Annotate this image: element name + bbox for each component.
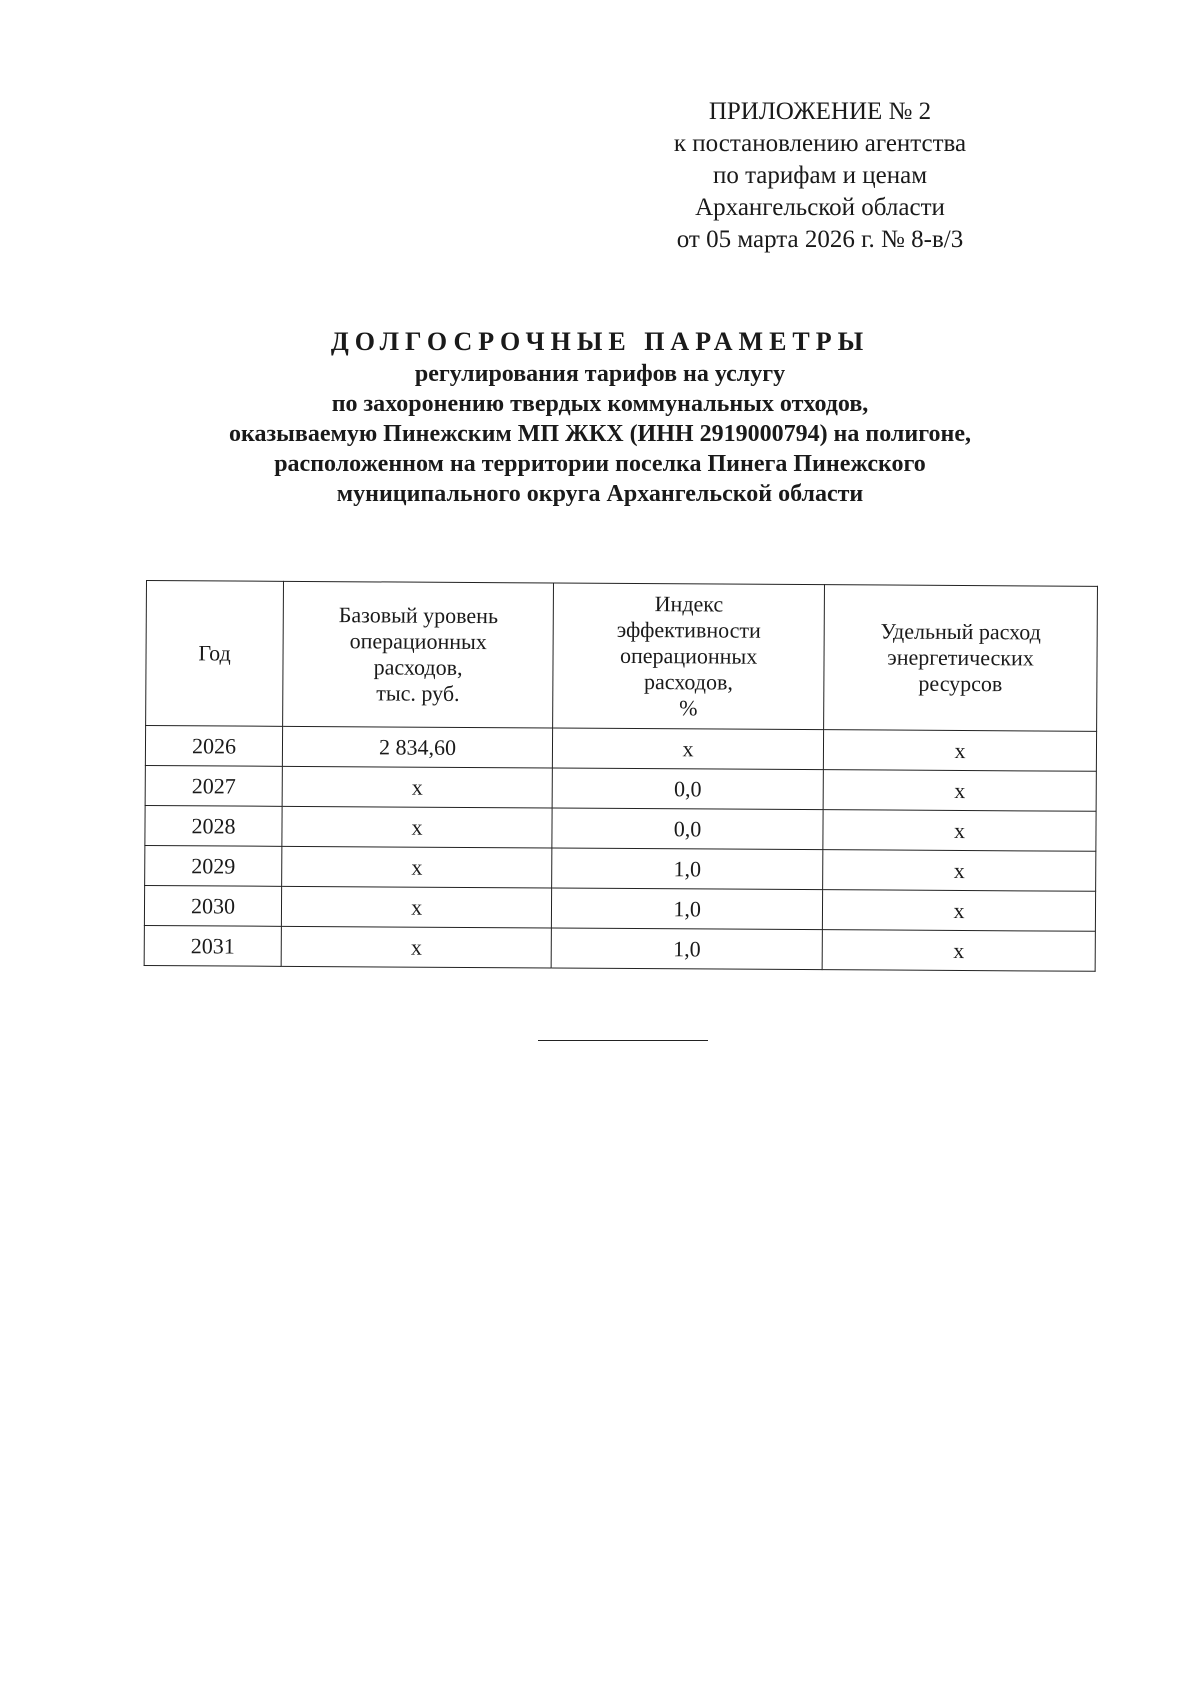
appendix-line: к постановлению агентства — [673, 130, 967, 157]
cell-efficiency-index: х — [553, 728, 824, 770]
appendix-number: ПРИЛОЖЕНИЕ № 2 — [708, 98, 932, 125]
title-line: муниципального округа Архангельской области — [336, 481, 864, 507]
header-energy-consumption — [824, 585, 1098, 732]
parameters-table — [144, 580, 1098, 972]
header-line: эффективности — [616, 616, 761, 643]
header-line: % — [679, 695, 698, 721]
cell-year: 2028 — [145, 805, 282, 846]
table-row — [145, 845, 1096, 891]
header-line: операционных — [349, 628, 487, 655]
document-title — [100, 325, 1100, 509]
header-line: ресурсов — [918, 670, 1003, 697]
header-line: Базовый уровень — [338, 602, 499, 629]
header-line: расходов, — [643, 669, 733, 695]
cell-base-level: 2 834,60 — [282, 726, 552, 768]
cell-year: 2030 — [144, 885, 281, 926]
cell-base-level: х — [281, 926, 551, 968]
table-header-row — [146, 581, 1098, 732]
appendix-line: Архангельской области — [695, 194, 945, 221]
appendix-line: по тарифам и ценам — [712, 162, 928, 189]
title-main: ДОЛГОСРОЧНЫЕ ПАРАМЕТРЫ — [330, 327, 870, 356]
appendix-header — [620, 96, 1020, 256]
cell-year: 2026 — [145, 726, 282, 767]
cell-year: 2027 — [145, 765, 282, 806]
header-line: тыс. руб. — [376, 680, 460, 706]
cell-energy-consumption: х — [822, 890, 1095, 932]
cell-energy-consumption: х — [823, 730, 1096, 772]
appendix-date-line: от 05 марта 2026 г. № 8-в/3 — [676, 226, 964, 253]
table-row — [144, 925, 1095, 971]
header-year — [146, 581, 284, 727]
title-line: регулирования тарифов на услугу — [414, 361, 786, 387]
end-divider-line — [538, 1040, 708, 1041]
cell-efficiency-index: 0,0 — [552, 808, 823, 850]
cell-base-level: х — [282, 766, 552, 808]
header-base-level — [283, 581, 554, 728]
table-row — [145, 765, 1096, 811]
table-row — [144, 885, 1095, 931]
cell-energy-consumption: х — [823, 770, 1096, 812]
header-line: энергетических — [887, 644, 1034, 671]
title-line: оказываемую Пинежским МП ЖКХ (ИНН 2919000794) на полигоне, — [229, 421, 971, 447]
cell-efficiency-index: 0,0 — [552, 768, 823, 810]
cell-energy-consumption: х — [822, 930, 1095, 972]
header-line: Удельный расход — [880, 618, 1041, 645]
cell-base-level: х — [281, 886, 551, 928]
title-line: по захоронению твердых коммунальных отходов, — [331, 391, 869, 417]
header-line: Год — [198, 640, 231, 666]
header-efficiency-index — [553, 583, 825, 730]
cell-energy-consumption: х — [823, 850, 1096, 892]
cell-efficiency-index: 1,0 — [552, 848, 823, 890]
cell-year: 2031 — [144, 925, 281, 966]
header-line: расходов, — [373, 654, 463, 680]
header-line: Индекс — [654, 591, 724, 617]
cell-base-level: х — [282, 846, 552, 888]
cell-base-level: х — [282, 806, 552, 848]
table-row — [145, 726, 1096, 772]
table-row — [145, 805, 1096, 851]
title-line: расположенном на территории поселка Пинега Пинежского — [274, 451, 926, 477]
header-line: операционных — [619, 642, 758, 669]
cell-efficiency-index: 1,0 — [551, 928, 822, 970]
cell-year: 2029 — [145, 845, 282, 886]
cell-efficiency-index: 1,0 — [552, 888, 823, 930]
cell-energy-consumption: х — [823, 810, 1096, 852]
